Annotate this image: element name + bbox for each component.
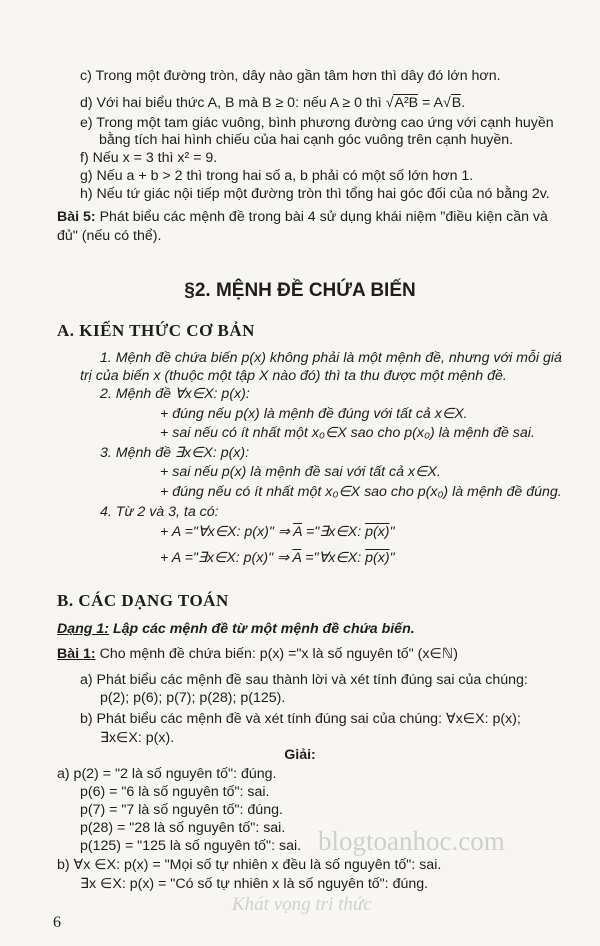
bai1-b-line2: ∃x∈X: p(x). (100, 730, 175, 746)
giai-heading: Giải: (284, 747, 316, 763)
item-c: c) Trong một đường tròn, dây nào gần tâm hơn thì dây đó lớn hơn. (80, 68, 501, 84)
bai1-line: Bài 1: Cho mệnh đề chứa biến: p(x) ="x là số nguyên tố" (x∈ℕ) (57, 646, 458, 662)
part-a-p1-line1: 1. Mệnh đề chứa biến p(x) không phải là một mệnh đề, nhưng với mỗi giá (100, 350, 562, 366)
bai5-label: Bài 5: (57, 209, 96, 225)
solution-a-2: p(6) = "6 là số nguyên tố": sai. (80, 784, 270, 800)
bai1-a-line1: a) Phát biểu các mệnh đề sau thành lời và xét tính đúng sai của chúng: (80, 672, 528, 688)
solution-b-2: ∃x ∈X: p(x) = "Có số tự nhiên x là số nguyên tố": đúng. (80, 876, 429, 892)
solution-a-4: p(28) = "28 là số nguyên tố": sai. (80, 820, 286, 836)
bai5-line1: Bài 5: Phát biểu các mệnh đề trong bài 4 sử dụng khái niệm "điều kiện cần và (57, 209, 548, 225)
part-a-p3: 3. Mệnh đề ∃x∈X: p(x): (100, 445, 250, 461)
item-e-line2: bằng tích hai hình chiếu của hai cạnh góc vuông trên cạnh huyền. (99, 132, 514, 148)
watermark-top: blogtoanhoc.com (318, 826, 505, 856)
item-d: d) Với hai biểu thức A, B mà B ≥ 0: nếu A ≥ 0 thì √A²B = A√B. (80, 95, 466, 111)
negation-bar: $\overline{A}$ (292, 550, 302, 566)
bai1-label: Bài 1: (57, 646, 96, 662)
item-g: g) Nếu a + b > 2 thì trong hai số a, b phải có một số lớn hơn 1. (80, 168, 474, 184)
part-a-p3-b: + đúng nếu có ít nhất một x₀∈X sao cho p(x₀) là mệnh đề đúng. (160, 484, 562, 500)
bai1-b-line1: b) Phát biểu các mệnh đề và xét tính đúng sai của chúng: ∀x∈X: p(x); (80, 711, 521, 727)
negation-bar: p(x) (365, 524, 390, 540)
watermark-bottom: Khát vọng tri thức (232, 894, 372, 915)
part-a-p4: 4. Từ 2 và 3, ta có: (100, 504, 219, 520)
part-a-p2-a: + đúng nếu p(x) là mệnh đề đúng với tất cả x∈X. (160, 406, 468, 422)
bai1-a-line2: p(2); p(6); p(7); p(28); p(125). (100, 690, 286, 706)
page-number: 6 (53, 914, 61, 931)
part-a-p1-line2: trị của biến x (thuộc một tập X nào đó) thì ta thu được một mệnh đề. (80, 368, 507, 384)
bai5-line2: đủ" (nếu có thể). (57, 228, 162, 244)
item-f: f) Nếu x = 3 thì x² = 9. (80, 150, 218, 166)
solution-a-5: p(125) = "125 là số nguyên tố": sai. (80, 838, 302, 854)
part-b-heading: B. CÁC DẠNG TOÁN (57, 591, 229, 610)
part-a-p3-a: + sai nếu p(x) là mệnh đề sai với tất cả x∈X. (160, 464, 441, 480)
negation-bar: $\overline{A}$ (293, 524, 303, 540)
dang1-heading: Dạng 1: Lập các mệnh đề từ một mệnh đề chứa biến. (57, 621, 415, 637)
part-a-p2: 2. Mệnh đề ∀x∈X: p(x): (100, 386, 250, 402)
solution-a-3: p(7) = "7 là số nguyên tố": đúng. (80, 802, 283, 818)
item-h: h) Nếu tứ giác nội tiếp một đường tròn thì tổng hai góc đối của nó bằng 2v. (80, 186, 550, 202)
dang1-label: Dạng 1: (57, 621, 110, 637)
item-d-formula: √A²B = A√B (385, 95, 462, 111)
item-d-text: d) Với hai biểu thức A, B mà B ≥ 0: nếu A ≥ 0 thì (80, 95, 382, 111)
item-e-line1: e) Trong một tam giác vuông, bình phương đường cao ứng với cạnh huyền (80, 115, 554, 131)
part-a-heading: A. KIẾN THỨC CƠ BẢN (57, 321, 255, 340)
solution-b-1: b) ∀x ∈X: p(x) = "Mọi số tự nhiên x đều là số nguyên tố": sai. (57, 857, 442, 873)
part-a-formula-1: + A ="∀x∈X: p(x)" ⇒ $\overline{A}$ ="∃x∈X: p(x)" (160, 524, 395, 540)
solution-a-1: a) p(2) = "2 là số nguyên tố": đúng. (57, 766, 277, 782)
part-a-p2-b: + sai nếu có ít nhất một x₀∈X sao cho p(x₀) là mệnh đề sai. (160, 425, 535, 441)
part-a-formula-2: + A ="∃x∈X: p(x)" ⇒ $\overline{A}$ ="∀x∈X: p(x)" (160, 550, 395, 566)
negation-bar: p(x) (365, 550, 390, 566)
section-title: §2. MỆNH ĐỀ CHỨA BIẾN (184, 280, 416, 301)
